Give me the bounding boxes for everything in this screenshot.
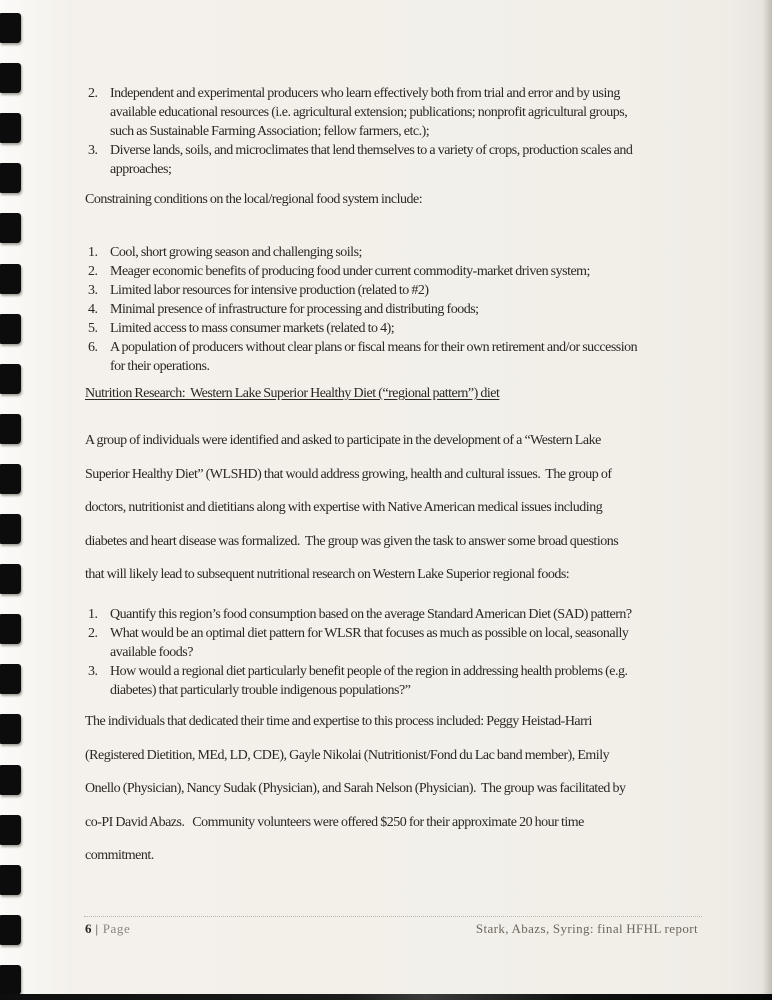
list-item-text [110,243,710,262]
list-item [85,319,710,338]
scan-bottom-edge [0,994,772,1000]
list-production-advantages [85,84,710,179]
text-line: Quantify this region’s food consumption based on the average Standard American Diet (SAD) pattern? [110,607,632,622]
list-item-number: 5. [88,321,98,336]
binding-hole [0,13,21,43]
text-line: How would a regional diet particularly benefit people of the region in addressing health problems (e.g. [110,664,628,679]
binding-hole [0,264,21,294]
list-item-text [110,262,710,281]
list-item-number: 2. [88,264,98,279]
list-item-text [110,319,710,338]
list-item-text [110,605,710,624]
footer-page-word: Page [102,921,131,936]
binding-hole [0,865,21,895]
paragraph-wlshd-group [85,424,710,592]
binding-hole [0,965,21,995]
binding-hole [0,163,21,193]
binding-hole [0,915,21,945]
list-item [85,243,710,262]
list-item [85,338,710,376]
text-line: What would be an optimal diet pattern for WLSR that focuses as much as possible on local, seasonally [110,626,629,641]
binding-hole [0,564,21,594]
text-line: Constraining conditions on the local/regional food system include: [85,192,423,207]
list-item-number: 1. [88,245,98,260]
text-line: Meager economic benefits of producing food under current commodity-market driven system; [110,264,590,279]
list-item-number: 3. [88,143,98,158]
text-line: A group of individuals were identified and asked to participate in the development of a “Western Lake [85,433,601,448]
footer-page-number: 6 [85,921,92,936]
text-line: that will likely lead to subsequent nutritional research on Western Lake Superior regional foods: [85,567,570,582]
binding-hole [0,815,21,845]
text-line: diabetes and heart disease was formalized. The group was given the task to answer some broad questions [85,533,619,549]
text-line: Superior Healthy Diet” (WLSHD) that would address growing, health and cultural issues. The group of [85,466,612,482]
list-item-number: 3. [88,664,98,679]
binding-hole [0,63,21,93]
binding-hole [0,113,21,143]
text-line: doctors, nutritionist and dietitians along with expertise with Native American medical issues including [85,500,603,515]
list-item [85,662,710,700]
list-item-text [110,300,710,319]
text-line: such as Sustainable Farming Association; fellow farmers, etc.); [110,124,430,139]
binding-hole [0,614,21,644]
list-item-text [110,338,710,376]
list-item-number: 6. [88,340,98,355]
text-line: available educational resources (i.e. agricultural extension; publications; nonprofit agricultural groups, [110,105,628,120]
list-item-text [110,662,710,700]
list-research-questions [85,605,710,700]
text-line: diabetes) that particularly trouble indigenous populations?” [110,683,411,698]
footer-page-indicator [85,921,130,937]
text-line: approaches; [110,162,172,177]
text-line: for their operations. [110,359,210,374]
footer-report-label: Stark, Abazs, Syring: final HFHL report [475,921,698,936]
binding-hole [0,765,21,795]
text-line: Onello (Physician), Nancy Sudak (Physician), and Sarah Nelson (Physician). The group was facilitated by [85,781,626,796]
footer-separator: | [95,921,99,936]
binding-hole [0,514,21,544]
list-item-text [110,624,710,662]
paragraph-constraints-intro [85,190,710,209]
text-line: Minimal presence of infrastructure for processing and distributing foods; [110,302,479,317]
binding-hole [0,714,21,744]
section-heading-block [85,384,710,403]
list-item-number: 2. [88,626,98,641]
binding-hole [0,414,21,444]
list-item-text [110,84,710,141]
list-item [85,605,710,624]
list-constraining-conditions [85,243,710,376]
list-item-text [110,281,710,300]
binding-hole [0,364,21,394]
binding-hole [0,213,21,243]
list-item [85,281,710,300]
text-line: available foods? [110,645,193,660]
list-item [85,84,710,141]
list-item-number: 2. [88,86,98,101]
list-item [85,262,710,281]
text-line: Limited access to mass consumer markets (related to 4); [110,321,395,336]
text-line: A population of producers without clear plans or fiscal means for their own retirement and/or succession [110,340,638,355]
paragraph-individuals [85,705,710,873]
binding-hole [0,664,21,694]
list-item [85,300,710,319]
text-line: The individuals that dedicated their time and expertise to this process included: Peggy Heistad-Harri [85,714,592,729]
list-item-number: 3. [88,283,98,298]
text-line: Independent and experimental producers who learn effectively both from trial and error and by using [110,86,620,101]
list-item-number: 4. [88,302,98,317]
text-line: co-PI David Abazs. Community volunteers were offered $250 for their approximate 20 hour time [85,814,584,830]
section-heading: Nutrition Research: Western Lake Superior Healthy Diet (“regional pattern”) diet [85,386,500,401]
list-item-number: 1. [88,607,98,622]
list-item [85,624,710,662]
text-line: Cool, short growing season and challenging soils; [110,245,362,260]
binding-hole [0,464,21,494]
text-line: (Registered Dietition, MEd, LD, CDE), Gayle Nikolai (Nutritionist/Fond du Lac band member), Emily [85,747,610,763]
binding-hole [0,314,21,344]
scan-right-shadow [763,0,772,1000]
list-item [85,141,710,179]
list-item-text [110,141,710,179]
text-line: Diverse lands, soils, and microclimates that lend themselves to a variety of crops, production scales and [110,143,633,158]
text-line: commitment. [85,848,154,863]
text-line: Limited labor resources for intensive production (related to #2) [110,283,429,298]
footer-rule [84,916,702,918]
